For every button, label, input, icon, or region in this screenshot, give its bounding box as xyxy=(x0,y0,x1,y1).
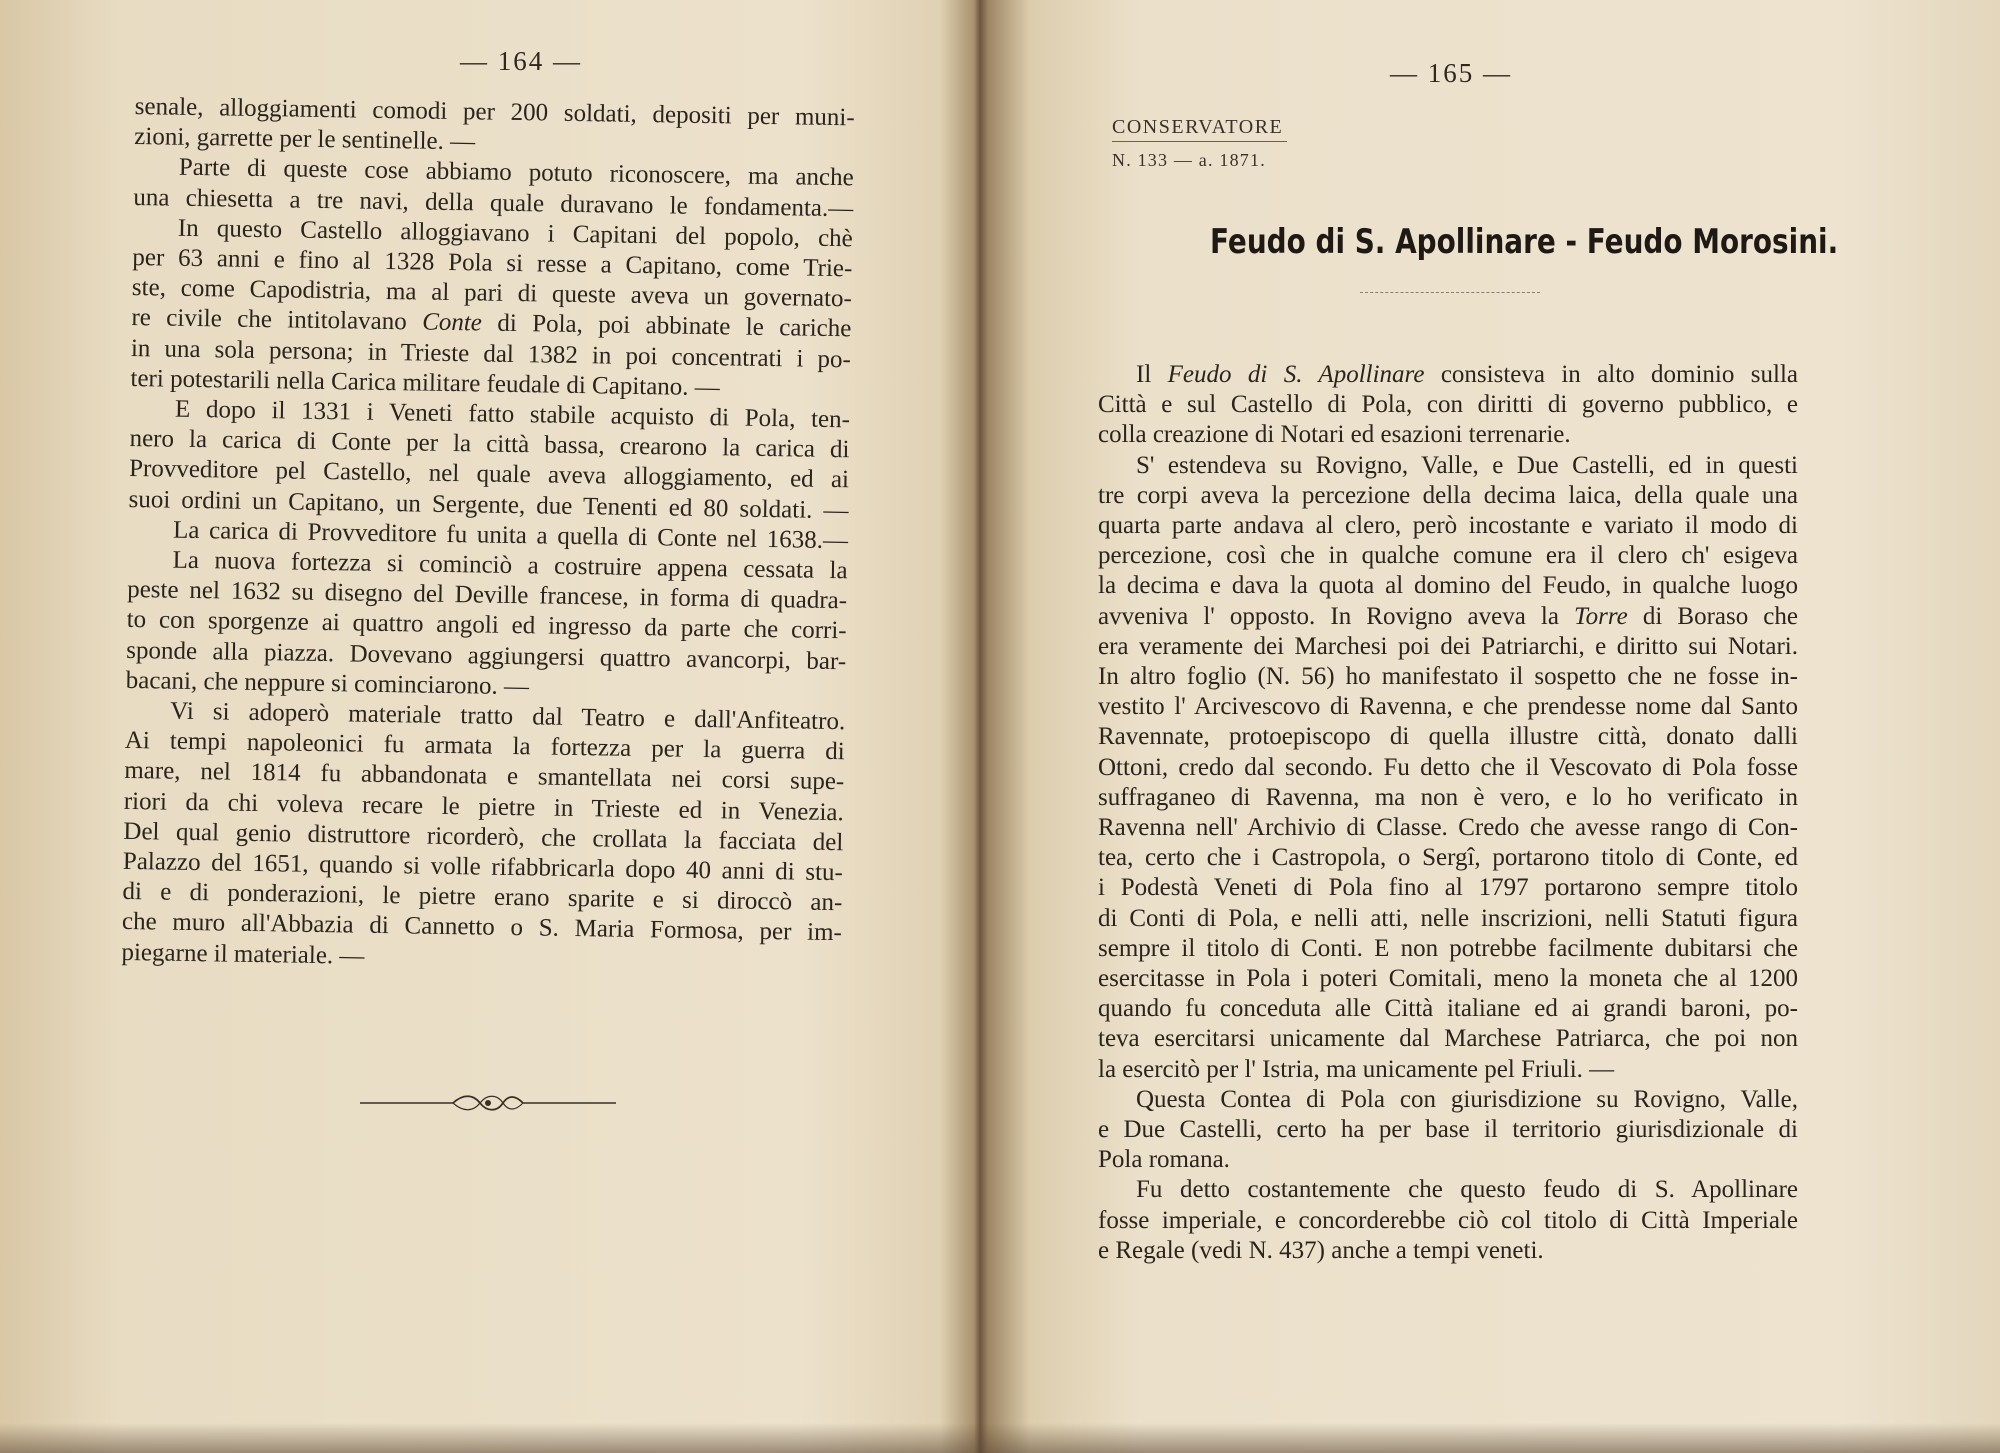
text-line: fosse imperiale, e concorderebbe ciò col titolo di Città Imperiale xyxy=(1098,1206,1798,1234)
text-line: Palazzo del 1651, quando si volle rifabbricarla dopo 40 anni di stu- xyxy=(122,847,844,887)
text-line: nero la carica di Conte per la città bassa, crearono la carica di xyxy=(129,425,850,464)
source-divider xyxy=(1112,141,1287,142)
text-line: to con sporgenze ai quattro angoli ed ingresso da parte che corri- xyxy=(126,606,847,645)
text-line: una chiesetta a tre navi, della quale duravano le fondamenta.— xyxy=(133,183,854,222)
text-line: In questo Castello alloggiavano i Capitani del popolo, chè xyxy=(177,214,853,253)
page-bottom-shadow xyxy=(0,1423,2000,1453)
text-line: avveniva l' opposto. In Rovigno aveva la Torre di Boraso che xyxy=(1098,602,1798,630)
page-number-right: — 165 — xyxy=(1390,58,1512,88)
text-line: Pola romana. xyxy=(1098,1146,1230,1174)
left-page xyxy=(0,0,975,1453)
text-line: Del qual genio distruttore ricorderò, che crollata la facciata del xyxy=(123,817,844,857)
text-line: colla creazione di Notari ed esazioni terrenarie. xyxy=(1098,421,1571,449)
text-line: teva esercitarsi unicamente dal Marchese Patriarca, che poi non xyxy=(1098,1025,1798,1053)
text-line: Fu detto costantemente che questo feudo di S. Apollinare xyxy=(1136,1176,1798,1204)
source-issue-number: N. 133 — a. 1871. xyxy=(1112,150,1266,170)
text-line: senale, alloggiamenti comodi per 200 soldati, depositi per muni- xyxy=(134,92,855,132)
text-line: Ravennate, protoepiscopo di quella illustre città, donato dalli xyxy=(1098,723,1798,751)
right-page-body xyxy=(1098,360,1798,1266)
text-line: zioni, garrette per le sentinelle. — xyxy=(134,123,476,156)
text-line: percezione, così che in qualche comune era il clero ch' esigeva xyxy=(1098,542,1798,570)
page-number-left: — 164 — xyxy=(460,46,582,76)
text-line: che muro all'Abbazia di Cannetto o S. Maria Formosa, per im- xyxy=(121,908,843,947)
text-line: Il Feudo di S. Apollinare consisteva in alto dominio sulla xyxy=(1136,361,1798,388)
text-line: era veramente dei Marchesi poi dei Patriarchi, e diritto sui Notari. xyxy=(1098,632,1798,660)
text-line: Provveditore pel Castello, nel quale aveva alloggiamento, ed ai xyxy=(128,455,850,494)
text-line: e Due Castelli, certo ha per base il territorio giurisdizionale di xyxy=(1098,1116,1798,1144)
text-line: Parte di queste cose abbiamo potuto riconoscere, ma anche xyxy=(178,154,854,192)
text-line: di Conti di Pola, e nelli atti, nelle inscrizioni, nelli Statuti figura xyxy=(1098,904,1798,932)
source-publication: CONSERVATORE xyxy=(1112,116,1284,138)
text-line: re civile che intitolavano Conte di Pola, poi abbinate le cariche xyxy=(131,304,852,343)
text-line: Ai tempi napoleonici fu armata la fortezza per la guerra di xyxy=(124,727,845,766)
text-line: tre corpi aveva la percezione della decima laica, della quale una xyxy=(1098,481,1798,509)
text-line: tea, certo che i Castropola, o Sergî, portarono titolo di Conte, ed xyxy=(1098,844,1798,872)
text-line: E dopo il 1331 i Veneti fatto stabile acquisto di Pola, ten- xyxy=(174,395,851,434)
title-divider xyxy=(1360,292,1540,293)
text-line: Città e sul Castello di Pola, con diritti di governo pubblico, e xyxy=(1098,391,1798,419)
text-line: mare, nel 1814 fu abbandonata e smantellata nei corsi supe- xyxy=(124,757,845,796)
right-page xyxy=(1000,0,2000,1453)
text-line: la decima e dava la quota al domino del Feudo, in qualche luogo xyxy=(1098,572,1798,600)
text-line: Questa Contea di Pola con giurisdizione su Rovigno, Valle, xyxy=(1136,1085,1798,1113)
text-line: suoi ordini un Capitano, un Sergente, due Tenenti ed 80 soldati. — xyxy=(128,485,849,524)
text-line: La nuova fortezza si cominciò a costruire appena cessata la xyxy=(172,546,848,585)
text-line: esercitasse in Pola i poteri Comitali, meno la moneta che al 1200 xyxy=(1098,965,1798,993)
text-line: teri potestarili nella Carica militare feudale di Capitano. — xyxy=(130,364,721,402)
text-line: ste, come Capodistria, ma al pari di queste aveva un governato- xyxy=(131,274,853,313)
text-line: per 63 anni e fino al 1328 Pola si resse a Capitano, come Trie- xyxy=(132,243,853,283)
text-line: Ottoni, credo dal secondo. Fu detto che il Vescovato di Pola fosse xyxy=(1098,753,1798,781)
text-line: Vi si adoperò materiale tratto dal Teatro e dall'Anfiteatro. xyxy=(170,697,846,736)
text-line: sempre il titolo di Conti. E non potrebbe facilmente dubitarsi che xyxy=(1098,934,1798,962)
text-line: bacani, che neppure si cominciarono. — xyxy=(125,666,530,701)
text-line: in una sola persona; in Trieste dal 1382 in poi concentrati i po- xyxy=(130,334,852,373)
left-page-body xyxy=(121,92,855,979)
tailpiece-ornament-icon xyxy=(358,1092,618,1114)
text-line: Ravenna nell' Archivio di Classe. Credo che avesse rango di Con- xyxy=(1098,814,1798,842)
text-line: peste nel 1632 su disegno del Deville francese, in forma di quadra- xyxy=(126,576,848,615)
text-line: quarta parte andava al clero, però incostante e variato il modo di xyxy=(1098,512,1798,540)
text-line: S' estendeva su Rovigno, Valle, e Due Castelli, ed in questi xyxy=(1136,451,1798,479)
text-line: piegarne il materiale. — xyxy=(121,938,365,970)
text-line: vestito l' Arcivescovo di Ravenna, e che prendesse nome dal Santo xyxy=(1098,693,1798,721)
text-line: e Regale (vedi N. 437) anche a tempi veneti. xyxy=(1098,1236,1544,1264)
text-line: sponde alla piazza. Dovevano aggiungersi quattro avancorpi, bar- xyxy=(126,636,847,675)
text-line: La carica di Provveditore fu unita a quella di Conte nel 1638.— xyxy=(172,516,849,555)
text-line: In altro foglio (N. 56) ho manifestato il sospetto che ne fosse in- xyxy=(1098,663,1798,691)
text-line: di e di ponderazioni, le pietre erano sparite e si diroccò an- xyxy=(122,878,843,917)
text-line: quando fu conceduta alle Città italiane ed ai grandi baroni, po- xyxy=(1098,995,1798,1023)
text-line: riori da chi voleva recare le pietre in Trieste ed in Venezia. xyxy=(123,787,844,826)
text-line: i Podestà Veneti di Pola fino al 1797 portarono sempre titolo xyxy=(1098,874,1798,902)
text-line: suffraganeo di Ravenna, ma non è vero, e lo ho verificato in xyxy=(1098,783,1798,811)
article-title: Feudo di S. Apollinare - Feudo Morosini. xyxy=(1210,222,1839,262)
text-line: la esercitò per l' Istria, ma unicamente pel Friuli. — xyxy=(1098,1055,1615,1083)
